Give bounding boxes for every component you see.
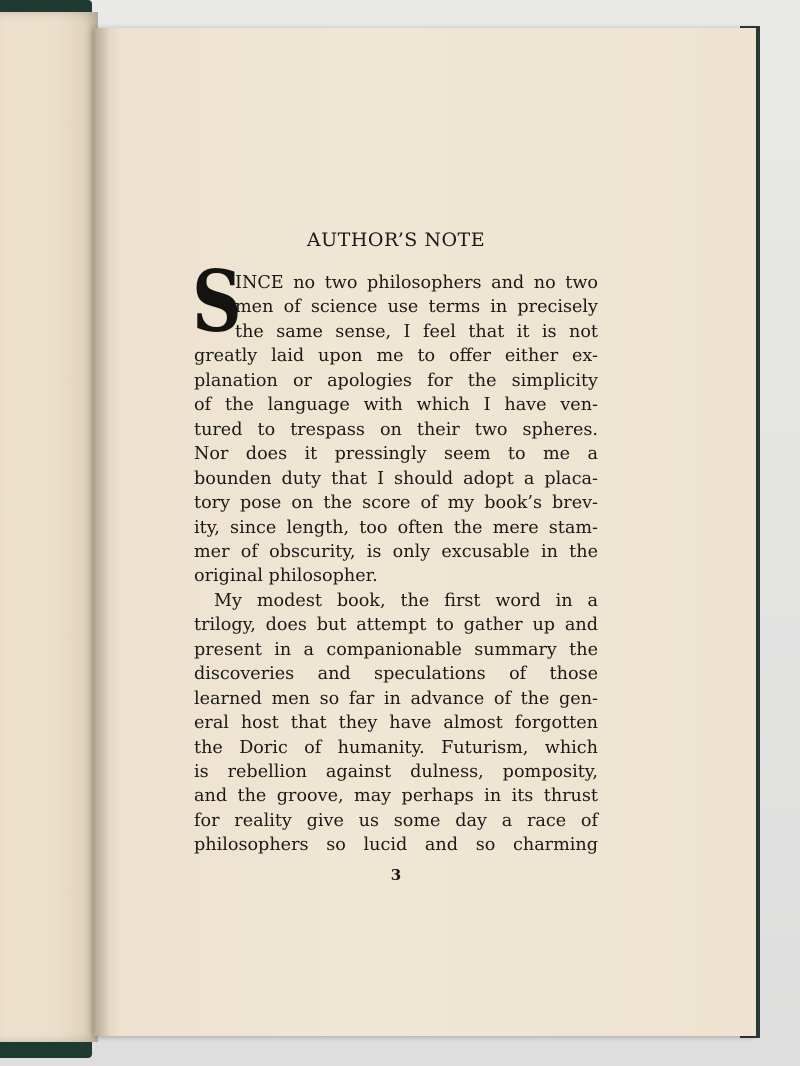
text-line: INCE no two philosophers and no two <box>235 273 598 293</box>
text-line: original philosopher. <box>194 566 378 586</box>
drop-cap: S <box>192 252 242 351</box>
text-line: Nor does it pressingly seem to me a <box>194 444 598 464</box>
left-facing-page <box>0 12 98 1042</box>
text-line: bounden duty that I should adopt a placa- <box>194 469 598 489</box>
text-line: ity, since length, too often the mere stam- <box>194 518 598 538</box>
text-line: eral host that they have almost forgotten <box>194 713 598 733</box>
text-line: trilogy, does but attempt to gather up and <box>194 615 598 635</box>
text-line: planation or apologies for the simplicity <box>194 371 598 391</box>
text-line: mer of obscurity, is only excusable in the <box>194 542 598 562</box>
text-line: present in a companionable summary the <box>194 640 598 660</box>
text-line: the Doric of humanity. Futurism, which <box>194 738 598 758</box>
text-line: men of science use terms in precisely <box>235 297 598 317</box>
text-line: tory pose on the score of my book’s brev- <box>194 493 598 513</box>
text-line: of the language with which I have ven- <box>194 395 598 415</box>
text-line: My modest book, the first word in a <box>214 591 598 611</box>
text-line: philosophers so lucid and so charming <box>194 835 598 855</box>
page-number: 3 <box>390 866 402 884</box>
text-line: the same sense, I feel that it is not <box>235 322 598 342</box>
page-gutter-shadow <box>94 28 110 1036</box>
text-line: is rebellion against dulness, pomposity, <box>194 762 598 782</box>
text-line: for reality give us some day a race of <box>194 811 598 831</box>
text-line: discoveries and speculations of those <box>194 664 598 684</box>
text-line: tured to trespass on their two spheres. <box>194 420 598 440</box>
text-line: learned men so far in advance of the gen- <box>194 689 598 709</box>
page-heading: AUTHOR’S NOTE <box>306 229 486 251</box>
text-line: and the groove, may perhaps in its thrust <box>194 786 598 806</box>
text-line: greatly laid upon me to offer either ex- <box>194 346 598 366</box>
